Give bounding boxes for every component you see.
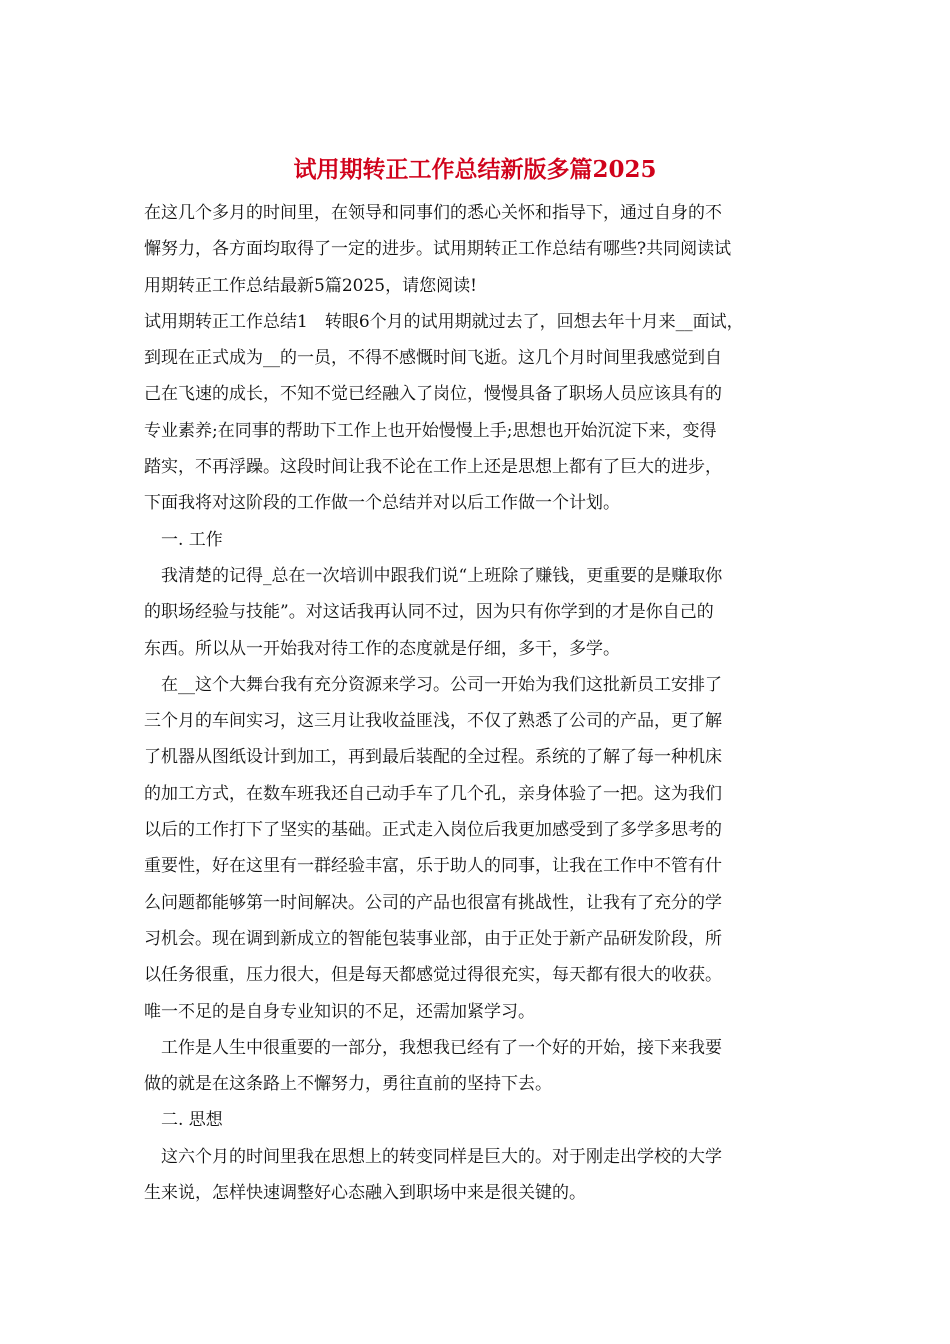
document-body: [144, 195, 834, 1211]
text-line: 踏实，不再浮躁。这段时间让我不论在工作上还是思想上都有了巨大的进步，: [144, 457, 722, 478]
text-line: 这六个月的时间里我在思想上的转变同样是巨大的。对于刚走出学校的大学: [161, 1146, 722, 1167]
text-line: 东西。所以从一开始我对待工作的态度就是仔细，多干，多学。: [144, 638, 620, 659]
text-line: 下面我将对这阶段的工作做一个总结并对以后工作做一个计划。: [144, 493, 620, 514]
text-line: 己在飞速的成长，不知不觉已经融入了岗位，慢慢具备了职场人员应该具有的: [144, 384, 722, 405]
text-line: 懈努力，各方面均取得了一定的进步。试用期转正工作总结有哪些?共同阅读试: [144, 239, 732, 260]
text-line: 习机会。现在调到新成立的智能包装事业部，由于正处于新产品研发阶段，所: [144, 928, 722, 949]
text-line: 以任务很重，压力很大，但是每天都感觉过得很充实，每天都有很大的收获。: [144, 965, 722, 986]
text-line: 试用期转正工作总结1 转眼6个月的试用期就过去了，回想去年十月来__面试，: [144, 311, 744, 332]
text-line: 以后的工作打下了坚实的基础。正式走入岗位后我更加感受到了多学多思考的: [144, 820, 722, 841]
text-line: 专业素养;在同事的帮助下工作上也开始慢慢上手;思想也开始沉淀下来，变得: [144, 420, 717, 441]
text-line: 在__这个大舞台我有充分资源来学习。公司一开始为我们这批新员工安排了: [161, 674, 722, 695]
text-line: 了机器从图纸设计到加工，再到最后装配的全过程。系统的了解了每一种机床: [144, 747, 722, 768]
text-line: 的加工方式，在数车班我还自己动手车了几个孔，亲身体验了一把。这为我们: [144, 783, 722, 804]
text-line: 在这几个多月的时间里，在领导和同事们的悉心关怀和指导下，通过自身的不: [144, 203, 722, 223]
text-line: 三个月的车间实习，这三月让我收益匪浅，不仅了熟悉了公司的产品，更了解: [144, 711, 722, 732]
text-line: 做的就是在这条路上不懈努力，勇往直前的坚持下去。: [144, 1074, 552, 1095]
text-line: 工作是人生中很重要的一部分，我想我已经有了一个好的开始，接下来我要: [161, 1037, 722, 1058]
text-line: 的职场经验与技能”。对这话我再认同不过，因为只有你学到的才是你自己的: [144, 602, 714, 623]
text-line: 二. 思想: [161, 1110, 223, 1131]
text-line: 我清楚的记得_总在一次培训中跟我们说“上班除了赚钱，更重要的是赚取你: [161, 565, 723, 586]
text-line: 唯一不足的是自身专业知识的不足，还需加紧学习。: [144, 1001, 535, 1022]
text-line: 么问题都能够第一时间解决。公司的产品也很富有挑战性，让我有了充分的学: [144, 892, 722, 913]
text-line: 生来说，怎样快速调整好心态融入到职场中来是很关键的。: [144, 1183, 586, 1204]
text-line: 重要性，好在这里有一群经验丰富，乐于助人的同事，让我在工作中不管有什: [144, 856, 722, 877]
text-line: 用期转正工作总结最新5篇2025，请您阅读!: [144, 275, 477, 296]
text-line: 一. 工作: [161, 529, 223, 550]
document-title: 试用期转正工作总结新版多篇2025: [293, 156, 657, 183]
text-line: 到现在正式成为__的一员，不得不感慨时间飞逝。这几个月时间里我感觉到自: [144, 348, 722, 369]
